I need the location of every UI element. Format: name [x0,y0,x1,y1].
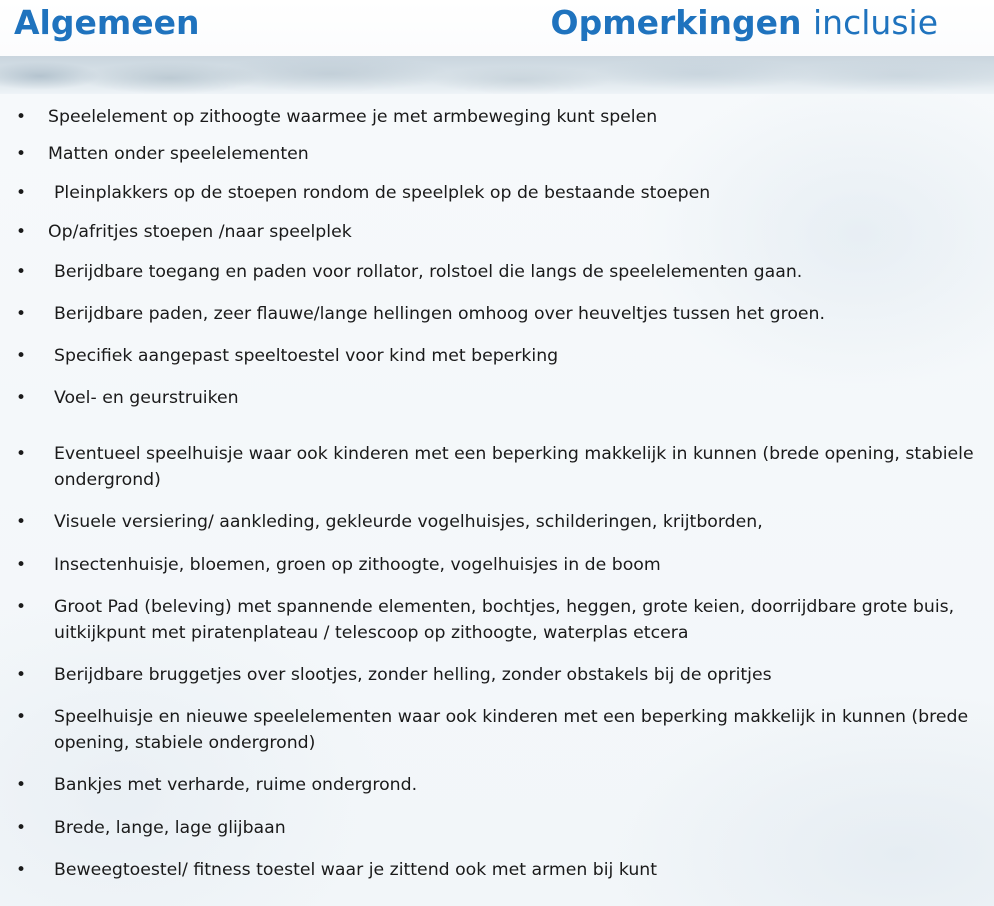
list-item-text: Eventueel speelhuisje waar ook kinderen met een beperking makkelijk in kunnen (brede opening, stabiele ondergrond) [54,444,974,490]
list-item-text: Bankjes met verharde, ruime ondergrond. [54,775,418,795]
bullet-icon: • [16,597,27,617]
list-item-text: Berijdbare paden, zeer flauwe/lange hellingen omhoog over heuveltjes tussen het groen. [54,304,825,324]
list-item-text: Voel- en geurstruiken [54,388,239,408]
page-subtitle [551,1,938,45]
list-item-text: Speelelement op zithoogte waarmee je met armbeweging kunt spelen [48,107,658,127]
bullet-icon: • [16,183,27,203]
list-item-text: Beweegtoestel/ fitness toestel waar je zittend ook met armen bij kunt [54,860,658,880]
bullet-icon: • [16,107,27,127]
bullet-icon: • [16,346,27,366]
list-item-text: Visuele versiering/ aankleding, gekleurde vogelhuisjes, schilderingen, krijtborden, [54,512,763,532]
list-item-text: Berijdbare toegang en paden voor rollator, rolstoel die langs de speelelementen gaan. [54,262,803,282]
bullet-icon: • [16,388,27,408]
list-item-text: Brede, lange, lage glijbaan [54,818,286,838]
page-title: Algemeen [14,3,200,42]
bullet-icon: • [16,707,27,727]
list-item-text: Groot Pad (beleving) met spannende elementen, bochtjes, heggen, grote keien, doorrijdbare grote buis, uitkijkpunt met piratenplateau / telescoop op zithoogte, waterplas etcera [54,597,955,643]
bullet-icon: • [16,222,27,242]
bullet-icon: • [16,262,27,282]
bullet-icon: • [16,555,27,575]
bullet-icon: • [16,775,27,795]
bullet-icon: • [16,665,27,685]
bullet-icon: • [16,860,27,880]
bullet-icon: • [16,818,27,838]
bullet-list [0,94,994,906]
list-item-text: Pleinplakkers op de stoepen rondom de speelplek op de bestaande stoepen [54,183,711,203]
bullet-icon: • [16,144,27,164]
list-item-text: Speelhuisje en nieuwe speelelementen waar ook kinderen met een beperking makkelijk in kunnen (brede opening, stabiele ondergrond) [54,707,969,753]
list-item-text: Matten onder speelelementen [48,144,309,164]
list-item-text: Insectenhuisje, bloemen, groen op zithoogte, vogelhuisjes in de boom [54,555,661,575]
bullet-icon: • [16,444,27,464]
list-item-text: Berijdbare bruggetjes over slootjes, zonder helling, zonder obstakels bij de opritjes [54,665,772,685]
bullet-icon: • [16,304,27,324]
slide-header [0,0,994,56]
list-item-text: Op/afritjes stoepen /naar speelplek [48,222,352,242]
list-item-text: Specifiek aangepast speeltoestel voor kind met beperking [54,346,559,366]
subtitle-strong: Opmerkingen [550,3,802,42]
header-banner-image [0,56,994,94]
bullet-icon: • [16,512,27,532]
subtitle-light: inclusie [813,3,938,42]
